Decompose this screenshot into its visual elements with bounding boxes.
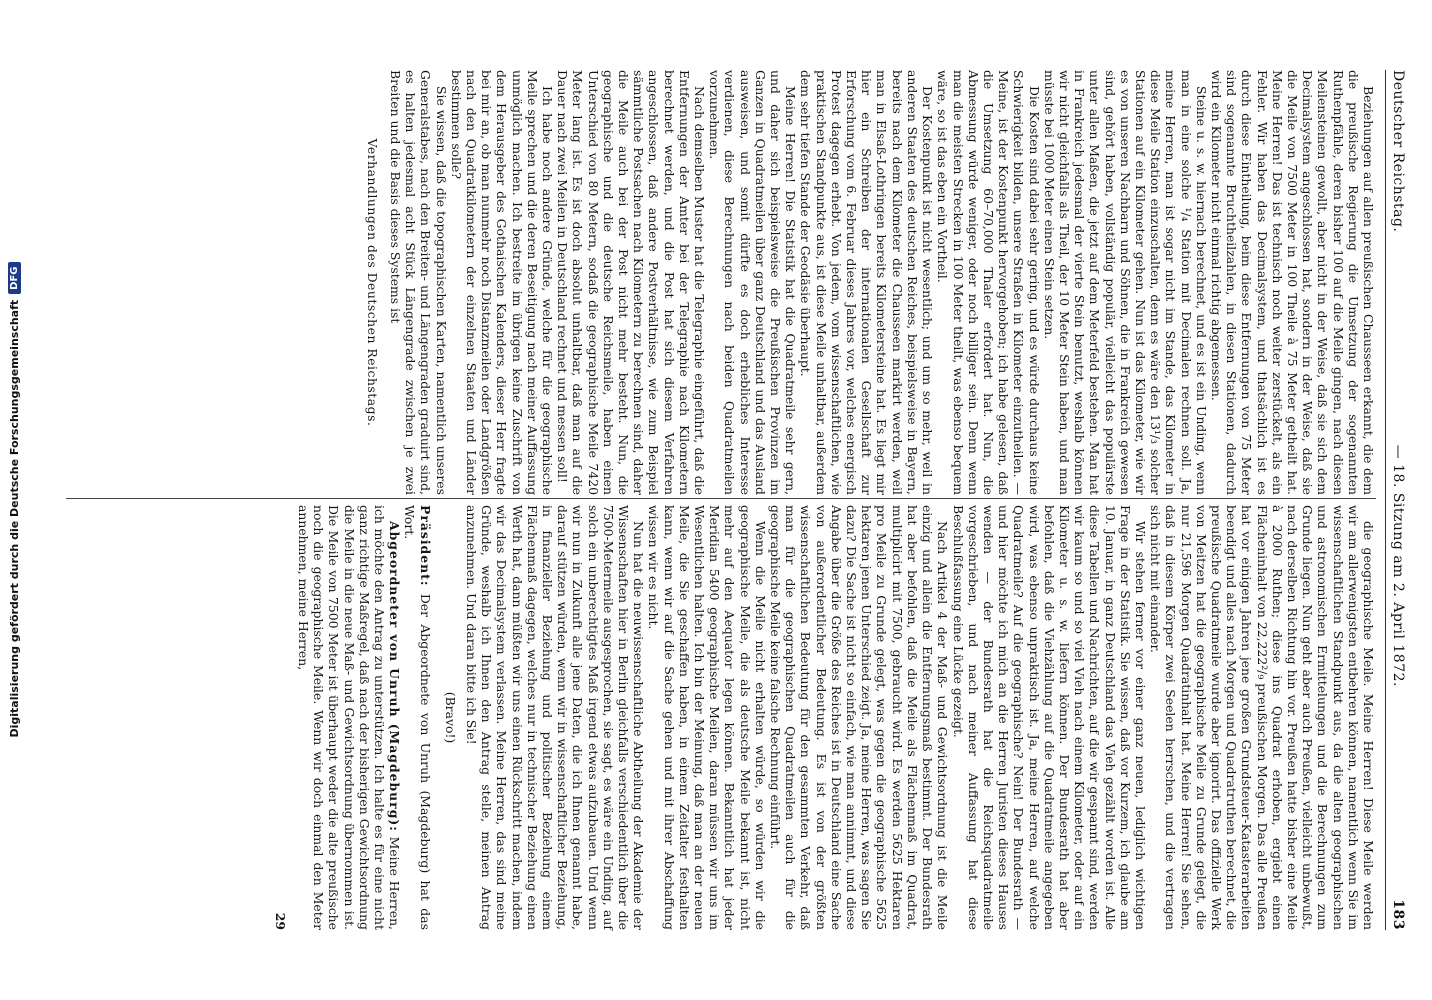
paragraph: Wir stehen ferner vor einer ganz neuen, lediglich wichtigen Frage in der Statistik. Sie wissen, daß vor Kurzem, ich glaube am 10. Januar, in ganz Deutschland das Vieh gezählt worden ist. Alle diese Tabellen und Nachrichten, auf die wir gespannt sind, werden wir kaum so und so viel Vieh nach einem Kilometer, oder auf ein Kilometer u. s. w. liefern können. Der Bundesrath hat aber befohlen, daß die Viehzählung auf die Quadratmeile angegeben wird, was ebenso unpraktisch ist. Ja, meine Herren, auf welche Quadratmeile? Auf die geographische? Nein! Der Bundesrath — und hier möchte ich mich an die Herren Juristen dieses Hauses wenden — der Bundesrath hat die Reichsquadratmeile vorgeschrieben, und nach meiner Auffassung hat diese Beschlußfassung eine Lücke gezeigt. bbox=[950, 505, 1148, 930]
publication-footer: Verhandlungen des Deutschen Reichstags. bbox=[364, 138, 380, 427]
paragraph: Die Kosten sind dabei sehr gering, und es würde durchaus keine Schwierigkeit bilden, unsere Straßen in Kilometer einzutheilen. — Meine, ist der Kostenpunkt hervorgehoben; ich habe gelesen, daß die Umsetzung 60–70,000 Thaler erfordert hat. Nun, die Abmessung würde weniger, oder noch billiger sein. Denn wenn man die meisten Strecken in 100 Meter theilt, was ebenso bequem wäre, so ist das eben ein Vortheil. bbox=[935, 70, 1042, 495]
right-column bbox=[46, 505, 1376, 930]
paragraph: Nach demselben Muster hat die Telegraphie eingeführt, daß die Entfernungen der Amter bei der Telegraphie nach Kilometern berechnet werden, und die Post hat sich diesem Verfahren angeschlossen, daß andere Postverhältnisse, wie zum Beispiel sämmtliche Postsachen nach Kilometern zu berechnen sind, daher die Meile auch bei der Post nicht mehr besteht. Nun, die geographische und die deutsche Reichsmeile, haben einen Unterschied von 80 Metern, sodaß die geographische Meile 7420 Meter lang ist. Es ist doch absolut unhaltbar, daß man auf die Dauer nach zwei Meilen in Deutschland rechnet und messen soll! bbox=[555, 70, 708, 495]
page-header bbox=[1385, 70, 1410, 930]
header-title: Deutscher Reichstag. bbox=[1390, 70, 1406, 233]
footer-page-number: 29 bbox=[272, 912, 288, 930]
president-label: Präsident: bbox=[417, 505, 433, 587]
paragraph: Ich habe noch andere Gründe, welche für die geographische Meile sprechen und die deren Beseitigung nach meiner Auffassung unmöglich machen. Ich bestreite im übrigen keine Zuschrift von dem Herausgeber des Gothaischen Kalenders, dieser Herr fragte bei mir an, ob man nunmehr noch Distanzmeilen oder Landgrößen nach den Quadratkilometern der einzelnen Staaten und Länder bestimmen solle? bbox=[448, 70, 556, 495]
dfg-logo: DFG bbox=[8, 263, 21, 294]
page-number: 183 bbox=[1390, 899, 1406, 930]
digitization-credit bbox=[0, 0, 28, 1000]
paragraph: Der Kostenpunkt ist nicht wesentlich; und um so mehr, weil in anderen Staaten des deutschen Reiches, beispielsweise in Bayern, bereits nach dem Kilometer die Chausseen markirt werden, weil man in Elsaß-Lothringen bereits Kilometersteine hat. Es liegt mir hier ein Schreiben der internationalen Gesellschaft zur Erforschung vom 6. Februar dieses Jahres vor, welches energisch Protest dagegen erhebt. Von jedem, vom wissenschaftlichen, wie praktischen Standpunkte aus, ist diese Meile unhaltbar, außerdem dem sehr tiefen Stande der Geodäsie überhaupt. bbox=[798, 70, 936, 495]
speaker-label: Abgeordneter von Unruh (Magdeburg): bbox=[387, 521, 403, 832]
paragraph: Beziehungen auf allen preußischen Chausseen erkannt, die dem die preußische Regierung die Umsetzung der sogenannten Ruthenpfähle, deren bisher 100 auf die Meile gingen, nach diesen Meilensteinen gewollt, aber nicht in der Weise, daß sie sich dem Decimalsystem angeschlossen hat, sondern in der Weise, daß sie die Meile von 7500 Meter in 100 Theile à 75 Meter getheilt hat. Meine Herren! Das ist technisch noch weiter zerstückelt, als ein Fehler. Wir haben das Decimalsystem, und thatsächlich ist es durch diese Eintheilung, beim diese Entfernungen von 75 Meter sind sogenannte Bruchtheilzahlen, in diesen Stationen, dadurch wird ein Kilometer nicht einmal richtig abgemessen. bbox=[1208, 70, 1376, 495]
paragraph: Sie wissen, daß die topographischen Karten, namentlich unseres Generalstabes, nach den Breiten- und Längengraden graduirt sind, es halten jedesmal acht Stück Längengrade zwischen je zwei Breiten und die Basis dieses Systems ist bbox=[388, 70, 449, 495]
left-column bbox=[46, 70, 1376, 495]
paragraph: Wenn die Meile nicht erhalten würde, so würden wir die geographische Meile, die als deutsche Meile bekannt ist, nicht mehr auf den Aequator legen können. Bekanntlich hat jeder Meridian 5400 geographische Meilen, daran müssen wir uns im Wesentlichen halten. Ich bin der Meinung, daß man an der neuen Meile, die Sie geschaffen haben, in einem Zeitalter festhalten kann, wenn wir auf die Sache gehen und mit ihrer Abschaffung wissen wir es nicht. bbox=[646, 505, 768, 930]
speaker-turn bbox=[296, 505, 402, 930]
paragraph: Nach Artikel 4 der Maß- und Gewichtsordnung ist die Meile einzig und allein die Entfernungsmaß bestimmt. Der Bundesrath hat aber befohlen, daß die Meile als Flächenmaß im Quadrat, multiplicirt mit 7500, gebraucht wird. Es werden 5625 Hektaren pro Meile zu Grunde gelegt, was gegen die geographische 5625 hektaren jenen Unterschied zeigt. Ja, meine Herren, was sagen Sie dazu? Die Sache ist nicht so einfach, wie man annimmt, und diese Angabe über die Größe des Reiches ist in Deutschland eine Sache von außerordentlicher Bedeutung. Es ist von der größten wissenschaftlichen Bedeutung für den gesammten Verkehr, daß man für die geographischen Quadratmeilen auch für die geographische Meile keine falsche Rechnung einführt. bbox=[768, 505, 951, 930]
header-session: — 18. Sitzung am 2. April 1872. bbox=[1390, 444, 1406, 687]
paragraph: Meine Herren! Die Statistik hat die Quadratmeile sehr gern, und daher sich beispielsweise die Preußischen Provinzen im Ganzen in Quadratmeilen über ganz Deutschland und das Ausland ausweisen, und somit dürfte es doch erhebliches Interesse verdienen, diese Berechnungen nach beiden Quadratmeilen vorzunehmen. bbox=[707, 70, 799, 495]
stage-direction: (Bravo!) bbox=[442, 691, 458, 744]
paragraph: Steine u. s. w. hiernach berechnet, und es ist ein Unding, wenn man in eine solche ¹/₄ Station mit Decimalen rechnen soll. Ja, meine Herren, man ist sogar nicht im Stande, das Kilometer in diese Meile Station einzuschalten, denn es wäre den 13¹/₃ solcher Stationen auf ein Kilometer gehen. Nun ist das Kilometer, wie wir es von unseren Nachbarn und Söhnen, die in Frankreich gewesen sind, gehört haben, vollständig populär, vielleicht das populärste unter allen Maßen, die jetzt auf dem Meterfeld bestehen. Man hat in Frankreich jedesmal der vierte Stein benutzt, weshalb können wir nicht gleichfalls als Theil, der 10 Meter Stein haben, und man müsste bei 1000 Meter einen Stein setzen. bbox=[1041, 70, 1209, 495]
speaker-text: Meine Herren, ich möchte den Antrag zu unterstützen. Ich halte es für eine nicht ganz richtige Maßregel, daß nach der bisherigen Gewichtsordnung die Meile in die neue Maß- und Gewichtsordnung übernommen ist. Die Meile von 7500 Meter ist überhaupt weder die alte preußische noch die geographische Meile. Wenn wir doch einmal den Meter annehmen, meine Herren, bbox=[295, 505, 403, 930]
president-turn bbox=[402, 505, 432, 930]
column-divider bbox=[66, 498, 1376, 499]
credit-text: Digitalisierung gefördert durch die Deutsche Forschungsgemeinschaft bbox=[7, 299, 21, 738]
paragraph: Nun hat die neuwissenschaftliche Abtheilung der Akademie der Wissenschaften hier in Berlin gleichfalls verschiedentlich über die 7500-Metermeile ausgesprochen, sie sagt, es wäre ein Unding, auf solch ein unberechtigtes Maß irgend etwas aufzubauen. Und wenn wir nun in Zukunft alle jene Daten, die ich Ihnen genannt habe, darauf stützen würden, wenn wir in wissenschaftlicher Beziehung, in finanzieller Beziehung und politischer Beziehung einem Flächenmaß dagegen, welches nur in technischer Beziehung einen Werth hat, dann müßten wir uns einen Rückschritt machen, indem wir das Decimalsystem verlassen. Meine Herren, das sind meine Gründe, weshalb ich Ihnen den Antrag stelle, meinen Antrag anzunehmen. Und daran bitte ich Sie! bbox=[464, 505, 647, 930]
president-text: Der Abgeordnete von Unruh (Magdeburg) hat das Wort. bbox=[402, 505, 433, 930]
paragraph: die geographische Meile. Meine Herren! Diese Meile werden wir am allerwenigsten entbehren können, namentlich wenn Sie im wissenschaftlichen Standpunkt aus, da die alten geographischen und astronomischen Ermittelungen und die Berechnungen zum Grunde liegen. Nun geht aber auch Preußen, vielleicht unbewußt, nach derselben Richtung hin vor. Preußen hatte bisher eine Meile à 2000 Ruthen; diese ins Quadrat erhoben, ergiebt einen Flächeninhalt von 22,222²/₉ preußischen Morgen. Das alle Preußen hat vor einigen Jahren jene großen Grundsteuer-Katasterarbeiten beendigt und alles nach Morgen und Quadratruthen berechnet, die preußische Quadratmeile wurde aber ignorirt. Das offizielle Werk von Meitzen hat die geographische Meile zu Grunde gelegt, die nur 21,596 Morgen Quadratinhalt hat. Meine Herren! Sie sehen, daß in diesem Körper zwei Seelen herrschen, und die vertragen sich nicht mit einander. bbox=[1148, 505, 1376, 930]
